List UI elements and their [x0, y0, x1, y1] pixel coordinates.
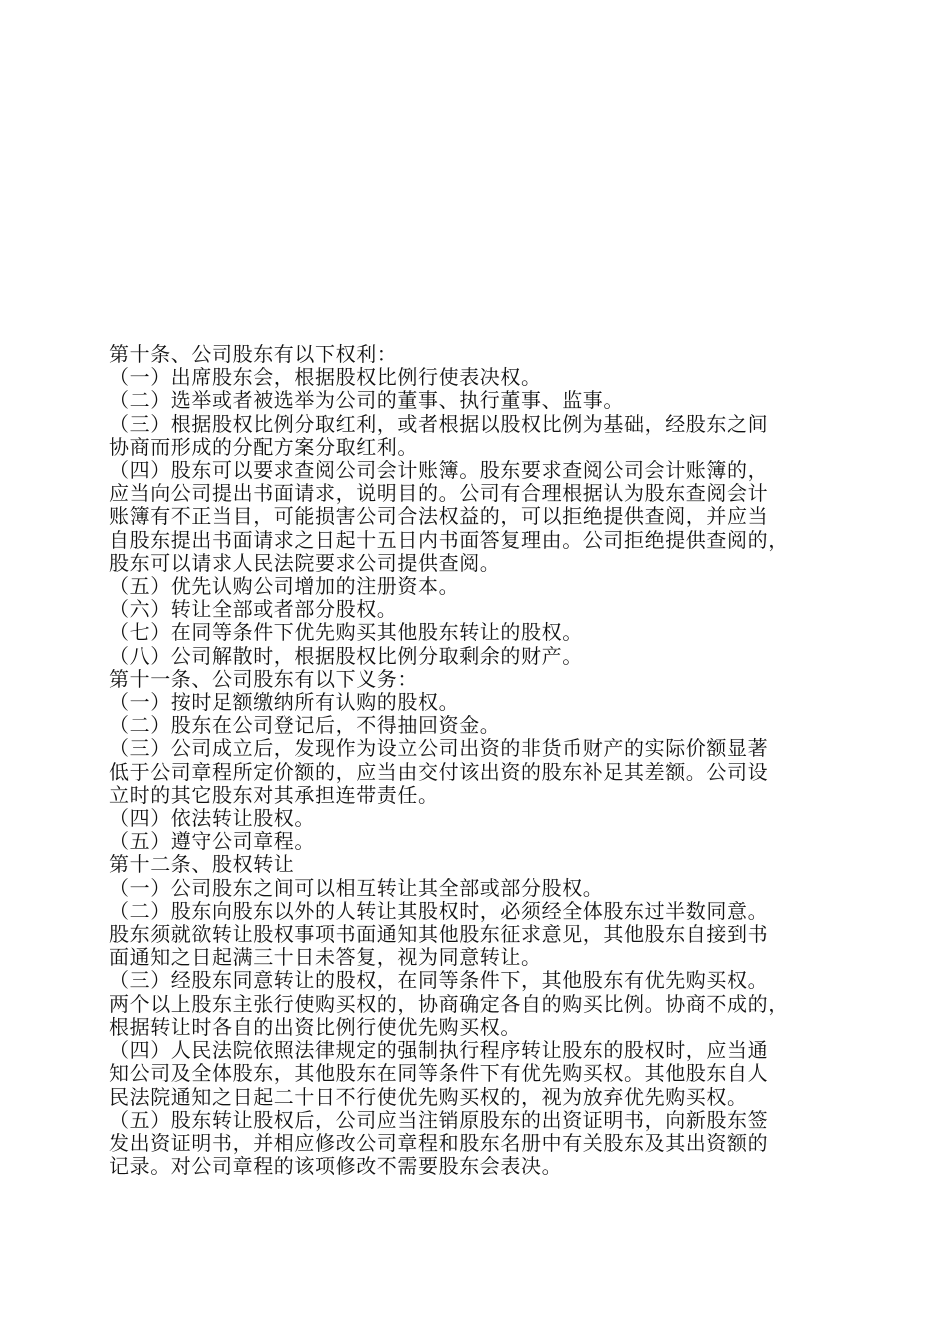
text-line: 股东须就欲转让股权事项书面通知其他股东征求意见，其他股东自接到书: [109, 922, 769, 947]
text-line: （五）遵守公司章程。: [109, 829, 315, 854]
text-line: 账簿有不正当目，可能损害公司合法权益的，可以拒绝提供查阅，并应当: [109, 504, 769, 529]
text-line: （三）根据股权比例分取红利，或者根据以股权比例为基础，经股东之间: [109, 411, 769, 436]
text-line: （一）出席股东会，根据股权比例行使表决权。: [109, 365, 542, 390]
text-line: （六）转让全部或者部分股权。: [109, 597, 398, 622]
text-line: （三）公司成立后，发现作为设立公司出资的非货币财产的实际价额显著: [109, 736, 769, 761]
text-line: （二）选举或者被选举为公司的董事、执行董事、监事。: [109, 388, 624, 413]
text-line: 民法院通知之日起二十日不行使优先购买权的，视为放弃优先购买权。: [109, 1084, 748, 1109]
text-line: 面通知之日起满三十日未答复，视为同意转让。: [109, 945, 542, 970]
text-line: （五）股东转让股权后，公司应当注销原股东的出资证明书，向新股东签: [109, 1107, 769, 1132]
text-line: 立时的其它股东对其承担连带责任。: [109, 782, 439, 807]
text-line: （八）公司解散时，根据股权比例分取剩余的财产。: [109, 643, 583, 668]
text-line: （四）人民法院依照法律规定的强制执行程序转让股东的股权时，应当通: [109, 1038, 769, 1063]
text-line: 第十一条、公司股东有以下义务：: [109, 666, 418, 691]
text-line: 知公司及全体股东，其他股东在同等条件下有优先购买权。其他股东自人: [109, 1061, 769, 1086]
text-line: 协商而形成的分配方案分取红利。: [109, 434, 418, 459]
text-line: （一）公司股东之间可以相互转让其全部或部分股权。: [109, 875, 604, 900]
text-line: 应当向公司提出书面请求，说明目的。公司有合理根据认为股东查阅会计: [109, 481, 769, 506]
text-line: 自股东提出书面请求之日起十五日内书面答复理由。公司拒绝提供查阅的，: [109, 527, 789, 552]
text-line: 第十二条、股权转让: [109, 852, 295, 877]
text-line: 发出资证明书，并相应修改公司章程和股东名册中有关股东及其出资额的: [109, 1130, 769, 1155]
text-line: （二）股东向股东以外的人转让其股权时，必须经全体股东过半数同意。: [109, 898, 769, 923]
text-line: （三）经股东同意转让的股权，在同等条件下，其他股东有优先购买权。: [109, 968, 769, 993]
document-body: [109, 343, 849, 1178]
text-line: 第十条、公司股东有以下权利：: [109, 342, 398, 366]
text-line: （五）优先认购公司增加的注册资本。: [109, 574, 460, 599]
text-line: 两个以上股东主张行使购买权的，协商确定各自的购买比例。协商不成的，: [109, 991, 789, 1016]
text-line: 股东可以请求人民法院要求公司提供查阅。: [109, 550, 501, 575]
text-line: 记录。对公司章程的该项修改不需要股东会表决。: [109, 1154, 563, 1179]
text-line: （七）在同等条件下优先购买其他股东转让的股权。: [109, 620, 583, 645]
text-line: 根据转让时各自的出资比例行使优先购买权。: [109, 1014, 521, 1039]
text-line: 低于公司章程所定价额的，应当由交付该出资的股东补足其差额。公司设: [109, 759, 769, 784]
text-line: （二）股东在公司登记后，不得抽回资金。: [109, 713, 501, 738]
text-line: （四）股东可以要求查阅公司会计账簿。股东要求查阅公司会计账簿的，: [109, 458, 769, 483]
text-line: （四）依法转让股权。: [109, 806, 315, 831]
text-line: （一）按时足额缴纳所有认购的股权。: [109, 690, 460, 715]
